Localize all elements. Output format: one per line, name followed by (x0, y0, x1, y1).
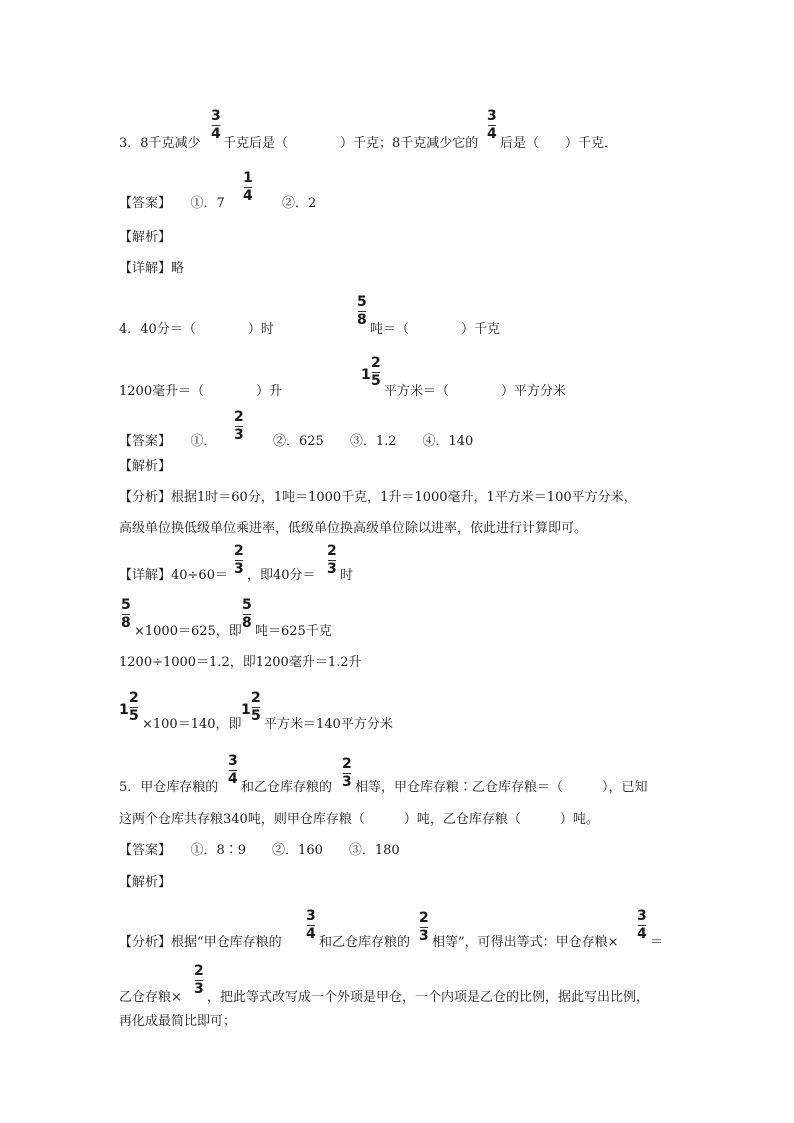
q3-text-c: 后是（ ）千克． (500, 136, 618, 151)
q4-detail2-fraction-2 (242, 598, 252, 631)
fraction-numerator: 2 (327, 543, 337, 559)
fraction-denominator: 5 (129, 708, 139, 724)
fraction-denominator: 8 (242, 615, 252, 631)
q4-analysis-label: 【解析】 (119, 459, 172, 474)
q4-line2-fraction (371, 356, 381, 389)
q3-text-b: 千克后是（ ）千克；8千克减少它的 (223, 136, 479, 151)
q5-line1-a: 5．甲仓库存粮的 (119, 780, 219, 795)
fraction-denominator: 3 (419, 928, 429, 944)
fraction-denominator: 8 (357, 312, 367, 328)
fraction-numerator: 2 (251, 690, 261, 706)
fraction-numerator: 5 (121, 597, 131, 613)
fraction-numerator: 2 (371, 355, 381, 371)
fraction-numerator: 3 (211, 108, 221, 124)
q5-fenxi2-b: ，把此等式改写成一个外项是甲仓，一个内项是乙仓的比例，据此写出比例， (207, 990, 650, 1005)
q4-detail4-fraction-2 (251, 691, 261, 724)
q4-fenxi-1: 【分析】根据1时＝60分，1吨＝1000千克，1升＝1000毫升，1平方米＝100平方分米， (119, 490, 637, 505)
fraction-denominator: 3 (327, 561, 337, 577)
q3-detail: 【详解】略 (119, 261, 185, 276)
q4-detail4-b: 平方米＝140平方分米 (264, 717, 393, 732)
q5-fenxi2-a: 乙仓存粮× (119, 990, 182, 1005)
q5-line1-c: 相等，甲仓库存粮∶乙仓库存粮＝（ ），已知 (355, 780, 648, 795)
fraction-numerator: 3 (487, 108, 497, 124)
q4-detail1-fraction (234, 544, 244, 577)
q5-line2: 这两个仓库共存粮340吨，则甲仓库存粮（ ）吨，乙仓库存粮（ ）吨。 (119, 812, 599, 827)
q5-line1-fraction (228, 754, 238, 787)
q3-answer-a: 【答案】 ①．7 (119, 196, 225, 211)
fraction-denominator: 4 (306, 926, 316, 942)
q4-detail2-fraction (121, 598, 131, 631)
q4-detail2-a: ×1000＝625，即 (134, 624, 242, 639)
q3-text-a: 3．8千克减少 (119, 136, 201, 151)
fraction-numerator: 2 (419, 910, 429, 926)
fraction-denominator: 3 (342, 774, 352, 790)
q5-fenxi-c: 相等”，可得出等式：甲仓存粮× (432, 935, 619, 950)
q5-answer: 【答案】 ①．8∶9 ②．160 ③．180 (119, 843, 400, 858)
fraction-numerator: 1 (243, 170, 253, 186)
q4-detail3: 1200÷1000＝1.2，即1200毫升＝1.2升 (119, 655, 362, 670)
fraction-numerator: 5 (357, 294, 367, 310)
q5-fenxi2-fraction (194, 964, 204, 997)
fraction-numerator: 5 (242, 597, 252, 613)
q4-line2-b: 平方米＝（ ）平方分米 (384, 384, 567, 399)
fraction-denominator: 4 (487, 126, 497, 142)
fraction-denominator: 3 (234, 427, 244, 443)
q5-fenxi-fraction-3 (637, 909, 647, 942)
fraction-numerator: 2 (234, 409, 244, 425)
q3-fraction-1 (211, 109, 221, 142)
fraction-numerator: 3 (228, 753, 238, 769)
q4-answer-b: ②．625 ③．1.2 ④．140 (247, 434, 474, 449)
q5-fenxi-fraction (306, 909, 316, 942)
q4-line2-whole: 1 (361, 367, 371, 383)
q5-line1-fraction-2 (342, 757, 352, 790)
q5-fenxi-a: 【分析】根据“甲仓库存粮的 (119, 935, 282, 950)
fraction-numerator: 2 (129, 690, 139, 706)
q5-fenxi-d: ＝ (650, 935, 664, 950)
fraction-denominator: 8 (121, 615, 131, 631)
q4-detail1-a: 【详解】40÷60＝ (119, 568, 228, 583)
fraction-denominator: 4 (637, 926, 647, 942)
fraction-denominator: 5 (371, 373, 381, 389)
fraction-denominator: 4 (211, 126, 221, 142)
q5-analysis-label: 【解析】 (119, 875, 172, 890)
fraction-denominator: 4 (243, 188, 253, 204)
q5-fenxi-fraction-2 (419, 911, 429, 944)
q4-detail4-whole-2: 1 (241, 702, 251, 718)
q4-detail1-c: 时 (340, 568, 354, 583)
q3-answer-b: ②．2 (256, 196, 317, 211)
q4-detail2-b: 吨＝625千克 (255, 624, 332, 639)
q4-detail4-fraction (129, 691, 139, 724)
fraction-numerator: 2 (342, 756, 352, 772)
fraction-denominator: 4 (228, 771, 238, 787)
fraction-numerator: 3 (306, 908, 316, 924)
q4-detail4-a: ×100＝140，即 (142, 717, 242, 732)
fraction-numerator: 2 (234, 543, 244, 559)
q4-detail4-whole: 1 (119, 702, 129, 718)
q4-detail1-b: ，即40分＝ (247, 568, 316, 583)
q3-analysis-label: 【解析】 (119, 230, 172, 245)
q4-detail1-fraction-2 (327, 544, 337, 577)
fraction-numerator: 2 (194, 963, 204, 979)
q4-answer-a: 【答案】 ①． (119, 434, 217, 449)
fraction-denominator: 3 (234, 561, 244, 577)
q4-fenxi-2: 高级单位换低级单位乘进率，低级单位换高级单位除以进率，依此进行计算即可。 (119, 521, 588, 536)
q4-line1-b: 吨＝（ ）千克 (370, 322, 501, 337)
fraction-denominator: 5 (251, 708, 261, 724)
fraction-numerator: 3 (637, 908, 647, 924)
q3-fraction-2 (487, 109, 497, 142)
q5-fenxi-b: 和乙仓库存粮的 (319, 935, 411, 950)
q4-line2-a: 1200毫升＝（ ）升 (119, 384, 283, 399)
q4-line1-fraction (357, 295, 367, 328)
q5-line1-b: 和乙仓库存粮的 (241, 780, 333, 795)
q3-answer-fraction (243, 171, 253, 204)
q4-line1-a: 4．40分＝（ ）时 (119, 322, 274, 337)
q5-fenxi3: 再化成最简比即可； (119, 1014, 237, 1029)
q4-answer-fraction (234, 410, 244, 443)
fraction-denominator: 3 (194, 981, 204, 997)
